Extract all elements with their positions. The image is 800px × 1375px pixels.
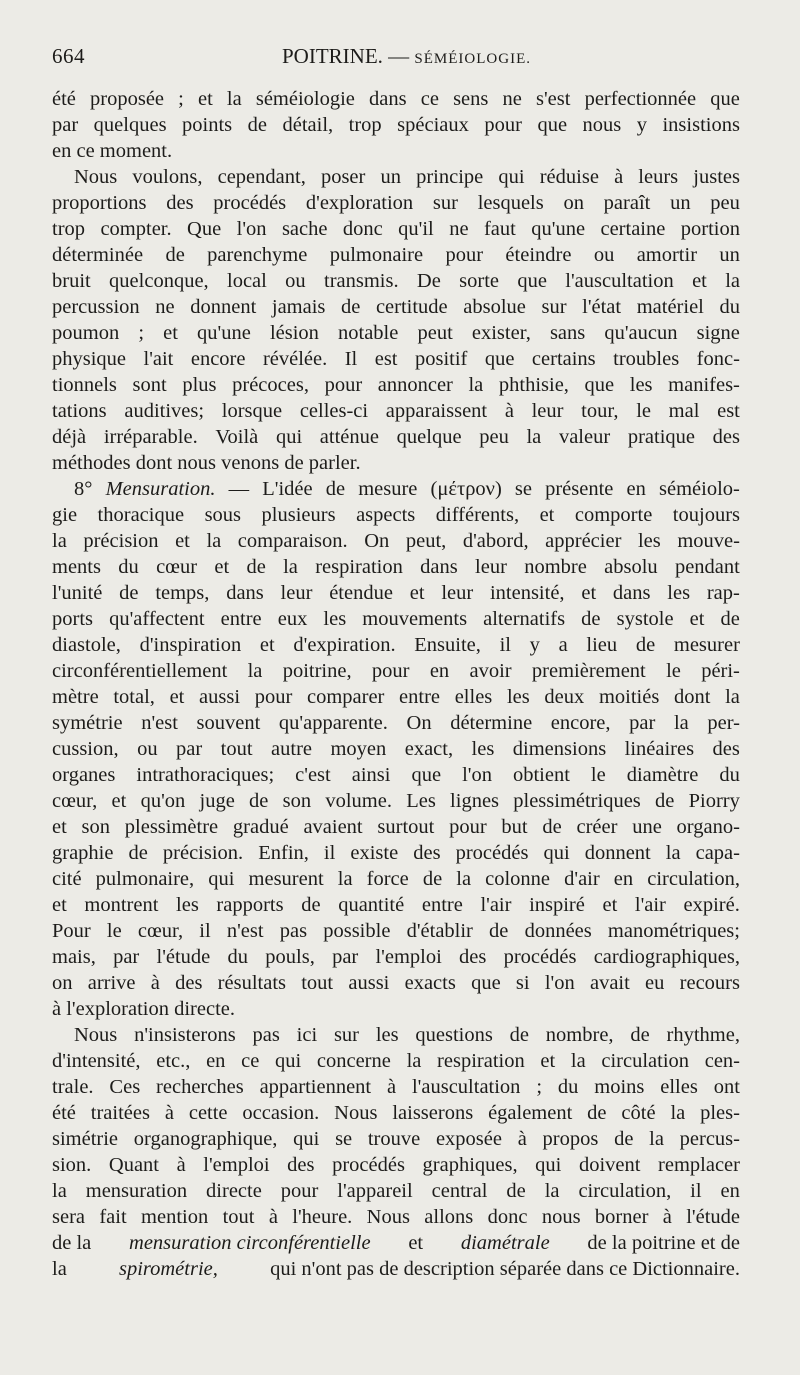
text-line: Pour le cœur, il n'est pas possible d'établir de données manométriques;	[52, 920, 740, 942]
text-line: l'unité de temps, dans leur étendue et leur intensité, et dans les rap-	[52, 582, 740, 604]
text-line: cussion, ou par tout autre moyen exact, les dimensions linéaires des	[52, 738, 740, 760]
text-line: cité pulmonaire, qui mesurent la force de la colonne d'air en circulation,	[52, 868, 740, 890]
text-line: sion. Quant à l'emploi des procédés graphiques, qui doivent remplacer	[52, 1154, 740, 1176]
section-heading-line: 8° Mensuration. — L'idée de mesure (μέτρον) se présente en séméiolo-	[74, 478, 740, 500]
text-line: déjà irréparable. Voilà qui atténue quelque peu la valeur pratique des	[52, 426, 740, 448]
text-line: diastole, d'inspiration et d'expiration. Ensuite, il y a lieu de mesurer	[52, 634, 740, 656]
text-line: symétrie n'est souvent qu'apparente. On détermine encore, par la per-	[52, 712, 740, 734]
text-line: déterminée de parenchyme pulmonaire pour éteindre ou amortir un	[52, 244, 740, 266]
text-line: organes intrathoraciques; c'est ainsi que l'on obtient le diamètre du	[52, 764, 740, 786]
running-head	[282, 44, 531, 69]
running-head-subtitle: SÉMÉIOLOGIE.	[414, 51, 531, 67]
text-line: la mensuration directe pour l'appareil central de la circulation, il en	[52, 1180, 740, 1202]
text-line: mètre total, et aussi pour comparer entre elles les deux moitiés dont la	[52, 686, 740, 708]
text-line: ments du cœur et de la respiration dans leur nombre absolu pendant	[52, 556, 740, 578]
final-line-2	[52, 1256, 740, 1282]
text-line: en ce moment.	[52, 140, 173, 162]
text-line: et son plessimètre gradué avaient surtout pour but de créer une organo-	[52, 816, 740, 838]
text-line: gie thoracique sous plusieurs aspects différents, et comporte toujours	[52, 504, 740, 526]
section-number: 8°	[74, 478, 93, 500]
final-line-2-a: la	[52, 1258, 67, 1280]
section-title: Mensuration.	[105, 478, 216, 500]
text-line: la précision et la comparaison. On peut, d'abord, apprécier les mouve-	[52, 530, 740, 552]
text-line: d'intensité, etc., en ce qui concerne la respiration et la circulation cen-	[52, 1050, 740, 1072]
text-line: on arrive à des résultats tout aussi exacts que si l'on avait eu recours	[52, 972, 740, 994]
text-line: tations auditives; lorsque celles-ci apparaissent à leur tour, le mal est	[52, 400, 740, 422]
text-line: méthodes dont nous venons de parler.	[52, 452, 361, 474]
body-text	[52, 86, 740, 1282]
final-line-2-c: qui n'ont pas de description séparée dans ce Dictionnaire.	[270, 1258, 740, 1280]
final-line-1-a: de la	[52, 1232, 92, 1254]
text-line: simétrie organographique, qui se trouve exposée à propos de la percus-	[52, 1128, 740, 1150]
text-line: ports qu'affectent entre eux les mouvements alternatifs de systole et de	[52, 608, 740, 630]
text-line: été proposée ; et la séméiologie dans ce sens ne s'est perfectionnée que	[52, 88, 740, 110]
text-line: proportions des procédés d'exploration sur lesquels on paraît un peu	[52, 192, 740, 214]
text-line: cœur, et qu'on juge de son volume. Les lignes plessimétriques de Piorry	[52, 790, 740, 812]
text-line: graphie de précision. Enfin, il existe des procédés qui donnent la capa-	[52, 842, 740, 864]
page-header	[52, 44, 740, 76]
running-head-title: POITRINE. —	[282, 44, 410, 68]
final-line-1-c: et	[408, 1232, 424, 1254]
text-line: circonférentiellement la poitrine, pour en avoir premièrement le péri-	[52, 660, 740, 682]
final-line-2-italic: spirométrie,	[118, 1258, 218, 1280]
page-number: 664	[52, 44, 85, 68]
text-line: Nous n'insisterons pas ici sur les questions de nombre, de rhythme,	[74, 1024, 740, 1046]
text-line: par quelques points de détail, trop spéciaux pour que nous y insistions	[52, 114, 740, 136]
text-line: trale. Ces recherches appartiennent à l'auscultation ; du moins elles ont	[52, 1076, 740, 1098]
text-line: poumon ; et qu'une lésion notable peut exister, sans qu'aucun signe	[52, 322, 740, 344]
text-line: mais, par l'étude du pouls, par l'emploi des procédés cardiographiques,	[52, 946, 740, 968]
section-dash: —	[228, 478, 250, 500]
final-line-1	[52, 1230, 740, 1256]
text-line: trop compter. Que l'on sache donc qu'il ne faut qu'une certaine portion	[52, 218, 740, 240]
final-line-1-italic-1: mensuration circonférentielle	[129, 1232, 371, 1254]
text-line: physique l'ait encore révélée. Il est positif que certains troubles fonc-	[52, 348, 740, 370]
text-line: bruit quelconque, local ou transmis. De sorte que l'auscultation et la	[52, 270, 740, 292]
text-line: et montrent les rapports de quantité entre l'air inspiré et l'air expiré.	[52, 894, 740, 916]
text-line: sera fait mention tout à l'heure. Nous allons donc nous borner à l'étude	[52, 1206, 740, 1228]
final-line-1-e: de la poitrine et de	[587, 1232, 740, 1254]
text-line: à l'exploration directe.	[52, 998, 235, 1020]
text-line: été traitées à cette occasion. Nous laisserons également de côté la ples-	[52, 1102, 740, 1124]
final-line-1-italic-2: diamétrale	[460, 1232, 550, 1254]
text-line: percussion ne donnent jamais de certitude absolue sur l'état matériel du	[52, 296, 740, 318]
text-line: tionnels sont plus précoces, pour annoncer la phthisie, que les manifes-	[52, 374, 740, 396]
text-line: Nous voulons, cependant, poser un principe qui réduise à leurs justes	[74, 166, 740, 188]
